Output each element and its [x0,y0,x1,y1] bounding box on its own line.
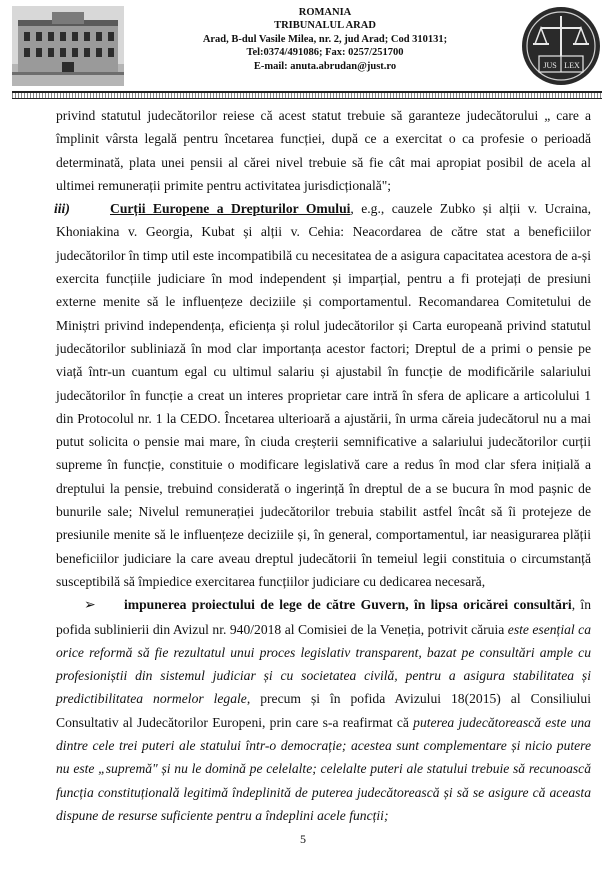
header-divider [12,91,602,99]
letterhead [0,0,615,100]
court-phone: Tel:0374/491086; Fax: 0257/251700 [246,47,404,59]
seal-text-left: JUS [543,61,557,70]
intro-paragraph: privind statutul judecătorilor reiese că acest statut trebuie să garanteze judecătorului „ care a împlinit vârsta legală pentru încetarea funcției, după ce a exercitat o ca profesie o perioadă determinată, plata unei pensii al cărei nivel trebuie să fie cât mai apropiat posibil de acela al ultimei remunerații primite pentru activitatea jurisdicțională"; [56,108,591,193]
list-item-iii [56,197,591,593]
bullet-heading: impunerea proiectului de lege de către Guvern, în lipsa oricărei consultări [124,597,572,613]
item-text: , e.g., cauzele Zubko și alții v. Ucraina, Khoniakina v. Georgia, Kubat și alții v. Cehia: Neacordarea de către stat a beneficiilor judecătorilor în timp util este incompatibilă cu necesitatea de a asigura capacitatea acestora de a-și exercita funcțiile judiciare în mod independent și imparțial, pentru a fi protejați de presiuni externe menite să le influențeze deciziile și comportamentul. Recomandarea Comitetului de Miniștri privind independența, eficiența și rolul judecătorilor și Carta europeană privind statutul judecătorilor subliniază în mod clar importanța acestor factori; Dreptul de a primi o pensie pe viață într-un cuantum egal cu ultimul salariu și ajustabil în funcție de modificările salariului judecătorilor în funcție a creat un interes proprietar care intră în sfera de aplicare a articolului 1 din Protocolul nr. 1 la CEDO. Încetarea ulterioară a ajustării, în urma căreia judecătorul nu a mai putut solicita o pensie mai mare, în ciuda creșterii semnificative a salariului judecătorilor curții supreme în funcție, constituie o modificare legislativă care a redus în mod clar sfera inițială a dreptului la pensie, trebuind considerată o ingerință în dreptul de a se bucura în mod pașnic de bunurile sale; Nivelul remunerației judecătorilor trebuia stabilit astfel încât să îi protejeze de presiunile menite să le influențeze deciziile și, în general, comportamentul, iar neasigurarea plății beneficiilor judiciare la care aveau dreptul judecătorii în temeiul legii constituia o circumstanță susceptibilă să împiedice exercitarea funcțiilor judiciare cu dedicarea necesară, [56,201,591,589]
bullet-text-1: , în pofida sublinierii din Avizul nr. 940/2018 al Comisiei de la Veneția, potrivit căruia [56,597,591,637]
bullet-text-2: , precum și în pofida Avizului 18(2015) al Consiliului Consultativ al Judecătorilor Europeni, prin care s-a reafirmat că [56,691,591,730]
item-heading: Curții Europene a Drepturilor Omului [110,201,351,217]
court-contact-block [140,6,510,73]
page-number: 5 [300,832,306,846]
arrow-bullet-icon: ➢ [84,598,96,614]
document-body [56,104,591,827]
seal-text-right: LEX [564,61,580,70]
justice-seal-icon [521,6,601,86]
courthouse-photo [12,6,124,86]
list-item-label: iii) [54,201,70,217]
court-address: Arad, B-dul Vasile Milea, nr. 2, jud Arad; Cod 310131; [202,33,448,45]
court-email: E-mail: anuta.abrudan@just.ro [253,60,397,72]
bullet-quote-2: puterea judecătorească este una dintre cele trei puteri ale statului într-o democrație; acestea sunt complementare și nicio putere nu este „supremă" și nu le domină pe celelalte; celelalte puteri ale statului trebuie să recunoască funcția constituțională legitimă îndeplinită de puterea judecătorească și să se asigure că aceasta dispune de resurse suficiente pentru a îndeplini acele funcții; [56,714,591,823]
bullet-quote-1: este esențial ca orice reformă să fie rezultatul unui proces legislativ transparent, bazat pe consultări ample cu profesioniștii din sistemul judiciar și cu societatea civilă, pentru a asigura stabilitatea și predictibilitatea normelor legale [56,621,591,707]
court-name: TRIBUNALUL ARAD [274,20,376,32]
bullet-paragraph [56,593,591,827]
country-name: ROMANIA [298,7,352,18]
